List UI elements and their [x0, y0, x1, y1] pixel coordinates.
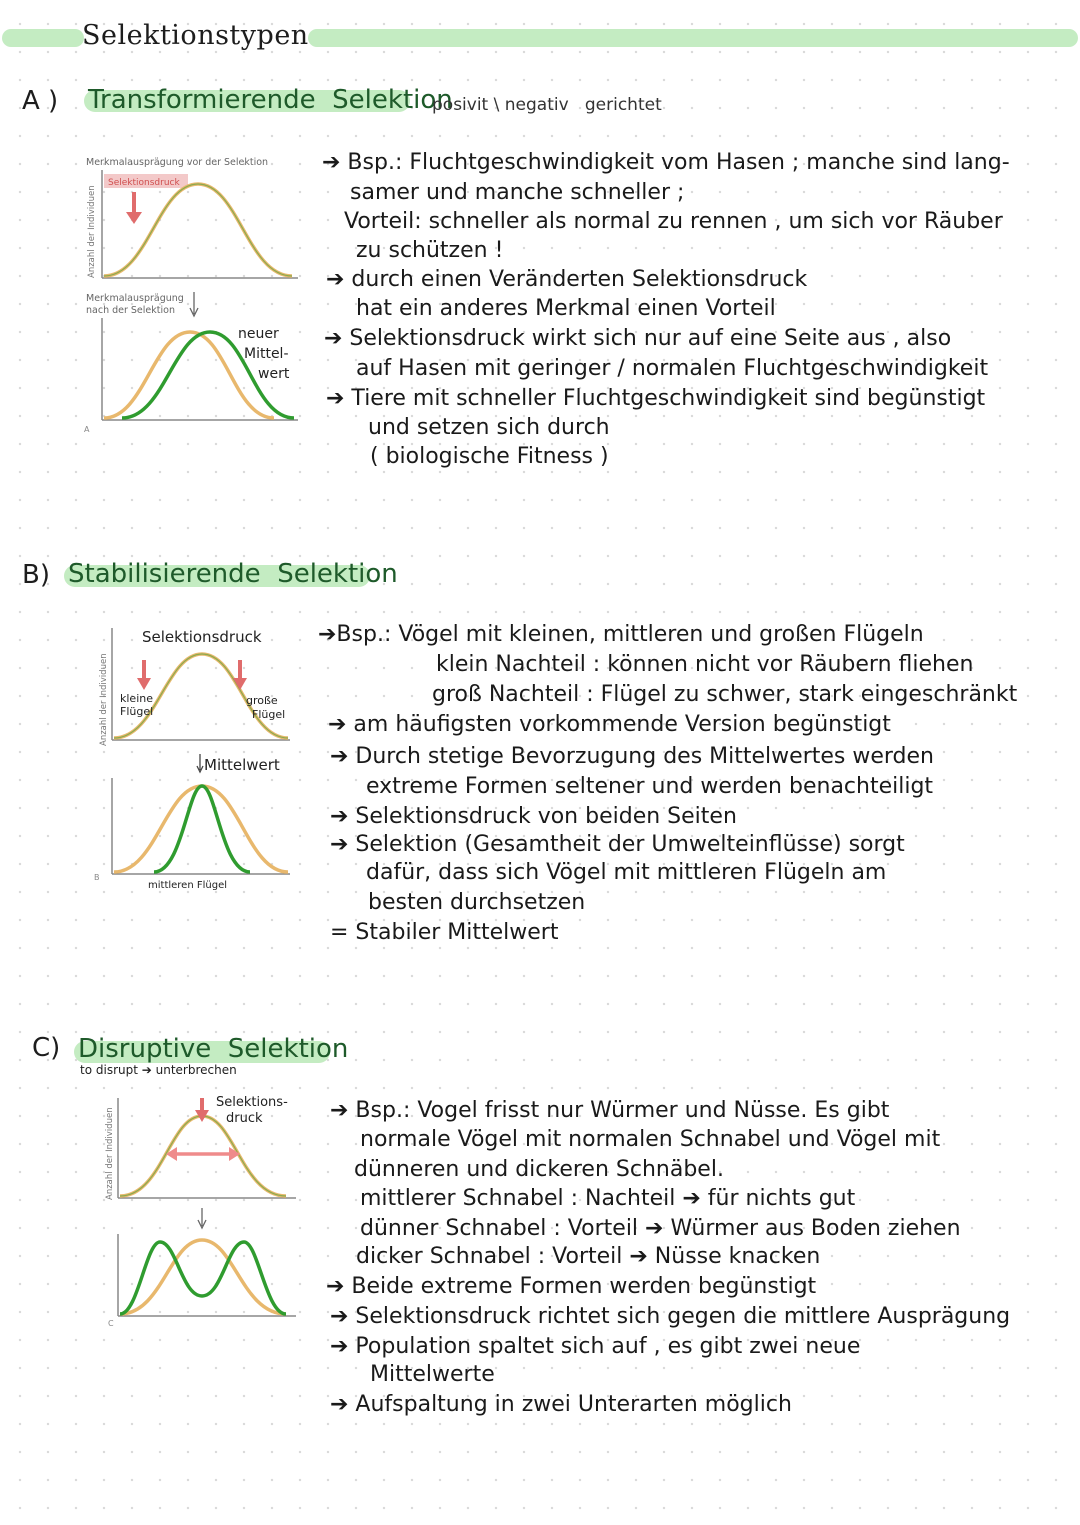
- note-c-1: ➔ Bsp.: Vogel frisst nur Würmer und Nüsse. Es gibt: [330, 1098, 890, 1123]
- fig-c-y-axis: Anzahl der Individuen: [105, 1107, 115, 1200]
- note-b-4: ➔ am häufigsten vorkommende Version begünstigt: [328, 712, 891, 737]
- section-c-title-word2: Selektion: [227, 1034, 349, 1064]
- figure-b: [90, 618, 300, 898]
- fig-c-pressure-label: Selektions-: [216, 1095, 288, 1110]
- title-highlight-left: [2, 29, 84, 47]
- note-c-4: mittlerer Schnabel : Nachteil ➔ für nichts gut: [360, 1186, 856, 1211]
- page-title: Selektionstypen: [82, 20, 309, 51]
- note-c-6: dicker Schnabel : Vorteil ➔ Nüsse knacken: [356, 1244, 821, 1269]
- note-a-4: zu schützen !: [356, 238, 504, 263]
- fig-a-label-top: Merkmalausprägung vor der Selektion: [86, 157, 269, 168]
- note-b-6: extreme Formen seltener und werden benachteiligt: [366, 774, 934, 799]
- section-c-subnote: to disrupt ➔ unterbrechen: [80, 1063, 237, 1077]
- note-c-8: ➔ Selektionsdruck richtet sich gegen die mittlere Ausprägung: [330, 1304, 1011, 1329]
- fig-b-curve-old: [114, 786, 288, 872]
- note-c-7: ➔ Beide extreme Formen werden begünstigt: [326, 1274, 817, 1299]
- fig-a-panel-letter: A: [84, 425, 90, 434]
- fig-b-small-wings: kleine: [120, 692, 153, 705]
- fig-a-new-mean-2: Mittel-: [244, 346, 289, 362]
- note-a-7: ➔ Selektionsdruck wirkt sich nur auf eine Seite aus , also: [324, 326, 952, 351]
- section-b-letter: B): [22, 560, 50, 590]
- note-b-3: groß Nachteil : Flügel zu schwer, stark eingeschränkt: [432, 682, 1018, 707]
- fig-a-down-arrow: [190, 292, 198, 316]
- fig-b-panel-letter: B: [94, 873, 100, 882]
- note-b-11: = Stabiler Mittelwert: [330, 920, 559, 945]
- note-b-8: ➔ Selektion (Gesamtheit der Umwelteinflüsse) sorgt: [330, 832, 905, 857]
- fig-b-big-wings: große: [246, 694, 278, 707]
- fig-a-label-bottom: Merkmalausprägung: [86, 293, 184, 304]
- fig-a-pressure-label: Selektionsdruck: [108, 178, 180, 188]
- section-b-title-word2: Selektion: [277, 559, 398, 589]
- note-b-2: klein Nachteil : können nicht vor Räubern fliehen: [436, 652, 974, 677]
- section-b-title: [68, 559, 398, 589]
- note-a-1: ➔ Bsp.: Fluchtgeschwindigkeit vom Hasen ; manche sind lang-: [322, 150, 1010, 175]
- note-c-2: normale Vögel mit normalen Schnabel und Vögel mit: [360, 1127, 941, 1152]
- fig-b-mean-label: Mittelwert: [204, 756, 280, 774]
- note-a-9: ➔ Tiere mit schneller Fluchtgeschwindigkeit sind begünstigt: [326, 386, 986, 411]
- fig-a-label-bottom2: nach der Selektion: [86, 305, 175, 316]
- note-b-5: ➔ Durch stetige Bevorzugung des Mittelwertes werden: [330, 744, 934, 769]
- section-b-title-word1: Stabilisierende: [68, 559, 261, 589]
- section-a-title: [88, 85, 453, 115]
- figure-c: [96, 1090, 306, 1335]
- fig-a-pressure-arrowhead: [126, 212, 142, 224]
- fig-a-new-mean-3: wert: [258, 366, 290, 382]
- fig-b-mean-arrow: [197, 754, 203, 772]
- note-a-2: samer und manche schneller ;: [350, 180, 685, 205]
- note-c-10: Mittelwerte: [370, 1362, 495, 1387]
- note-b-9: dafür, dass sich Vögel mit mittleren Flügeln am: [366, 860, 887, 885]
- note-b-7: ➔ Selektionsdruck von beiden Seiten: [330, 804, 737, 829]
- fig-a-new-mean-1: neuer: [238, 326, 279, 342]
- fig-b-left-arrowhead: [137, 678, 151, 690]
- fig-b-y-axis: Anzahl der Individuen: [99, 653, 109, 746]
- figure-a: [78, 148, 308, 438]
- note-a-5: ➔ durch einen Veränderten Selektionsdruck: [326, 267, 808, 292]
- fig-a-y-axis: Anzahl der Individuen: [87, 185, 97, 278]
- note-b-10: besten durchsetzen: [368, 890, 586, 915]
- note-c-11: ➔ Aufspaltung in zwei Unterarten möglich: [330, 1392, 792, 1417]
- note-c-9: ➔ Population spaltet sich auf , es gibt zwei neue: [330, 1334, 861, 1359]
- title-highlight-right: [308, 29, 1078, 47]
- note-b-1: ➔Bsp.: Vögel mit kleinen, mittleren und großen Flügeln: [318, 622, 924, 647]
- fig-b-big-wings2: Flügel: [252, 708, 286, 721]
- fig-b-small-wings2: Flügel: [120, 705, 154, 718]
- note-a-3: Vorteil: schneller als normal zu rennen , um sich vor Räuber: [344, 209, 1003, 234]
- note-a-11: ( biologische Fitness ): [370, 444, 609, 469]
- fig-c-down-arrow: [198, 1208, 206, 1228]
- fig-b-curve-new: [154, 786, 250, 872]
- section-a-tags: posivit \ negativ gerichtet: [432, 95, 662, 115]
- section-a-title-word2: Selektion: [332, 85, 453, 115]
- fig-c-panel-letter: C: [108, 1319, 114, 1328]
- section-a-letter: A ): [22, 86, 59, 116]
- section-a-title-word1: Transformierende: [88, 85, 316, 115]
- note-a-8: auf Hasen mit geringer / normalen Fluchtgeschwindigkeit: [356, 356, 989, 381]
- fig-c-pressure-label2: druck: [226, 1111, 263, 1126]
- note-c-5: dünner Schnabel : Vorteil ➔ Würmer aus Boden ziehen: [360, 1216, 961, 1241]
- fig-b-pressure-label: Selektionsdruck: [142, 628, 262, 646]
- note-c-3: dünneren und dickeren Schnäbel.: [354, 1157, 724, 1182]
- section-c-letter: C): [32, 1033, 61, 1063]
- section-c-title-word1: Disruptive: [78, 1034, 212, 1064]
- note-a-10: und setzen sich durch: [368, 415, 610, 440]
- note-a-6: hat ein anderes Merkmal einen Vorteil: [356, 296, 776, 321]
- section-c-title: [78, 1034, 348, 1064]
- fig-b-mid-wings: mittleren Flügel: [148, 880, 227, 891]
